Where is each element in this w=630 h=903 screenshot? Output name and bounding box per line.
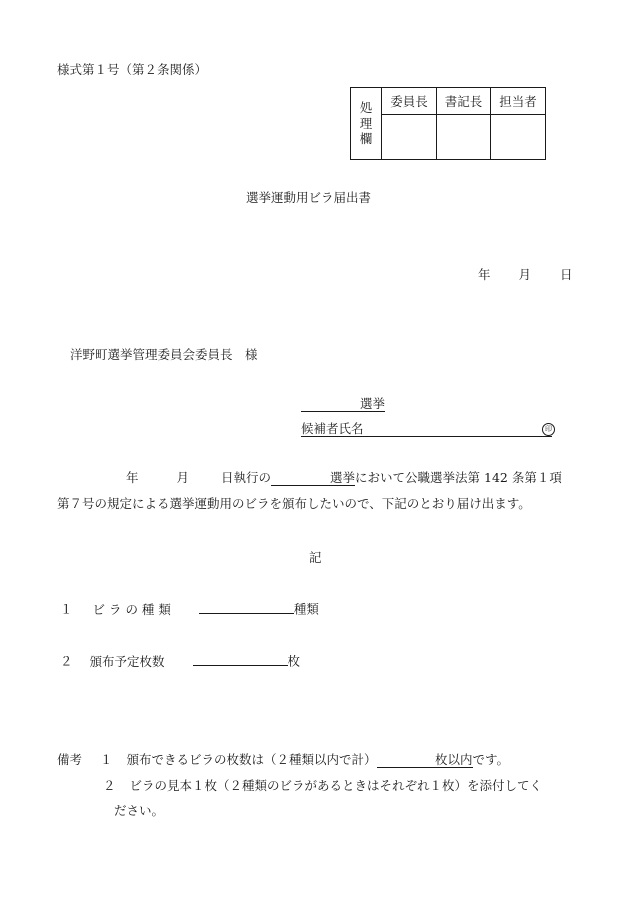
date-day-label: 日 [560, 267, 573, 282]
item-2-number: ２ [60, 653, 73, 669]
addressee: 洋野町選挙管理委員会委員長 様 [70, 347, 258, 362]
election-label: 選挙 [359, 396, 385, 411]
item-2-suffix: 枚 [287, 653, 301, 669]
approval-side-label [351, 88, 382, 160]
document-title: 選挙運動用ビラ届出書 [246, 190, 372, 205]
approval-stamp-chair[interactable] [382, 115, 437, 160]
approval-header-secretary: 書記長 [437, 88, 491, 115]
note-2-text: ビラの見本１枚（２種類のビラがあるときはそれぞれ１枚）を添付してく [129, 778, 543, 793]
body-day-exec: 日執行の [221, 470, 272, 485]
note-1-end: です。 [472, 752, 510, 767]
approval-stamp-secretary[interactable] [437, 115, 491, 160]
notes-label: 備考 [57, 752, 83, 767]
date-year-label: 年 [478, 267, 491, 282]
notes-line-3: ださい。 [114, 803, 165, 818]
form-number: 様式第１号（第２条関係） [57, 62, 208, 77]
date-month-label: 月 [518, 267, 532, 282]
body-line-1 [126, 470, 562, 486]
approval-header-staff: 担当者 [491, 88, 546, 115]
ki-label: 記 [309, 550, 322, 565]
body-election-field[interactable] [271, 470, 355, 486]
note-1-text: 頒布できるビラの枚数は（２種類以内で計） [126, 752, 377, 767]
election-line [301, 396, 385, 412]
candidate-name-field[interactable] [301, 421, 552, 437]
date-line [478, 267, 573, 282]
notes-line-1 [57, 752, 509, 768]
item-1-number: １ [60, 601, 73, 617]
item-2-label: 頒布予定枚数 [89, 653, 165, 669]
note-1-count-field[interactable] [377, 752, 473, 768]
approval-side-char-3: 欄 [359, 131, 373, 147]
body-election-label: 選挙 [330, 470, 356, 485]
approval-side-char-2: 理 [359, 115, 373, 131]
body-year: 年 [126, 470, 139, 485]
item-1-suffix: 種類 [293, 601, 319, 617]
note-2-number: ２ [103, 778, 116, 793]
notes-line-2 [103, 778, 542, 793]
body-month: 月 [176, 470, 190, 485]
body-rest-1: において公職選挙法第 142 条第１項 [355, 470, 562, 485]
item-1-label: ビ ラ の 種 類 [92, 601, 171, 617]
item-flyer-types [60, 600, 319, 617]
item-1-field[interactable] [199, 600, 294, 614]
note-1-tail: 枚以内 [435, 752, 473, 767]
approval-header-chair: 委員長 [382, 88, 437, 115]
candidate-label: 候補者氏名 [301, 421, 364, 436]
seal-mark: 印 [542, 423, 555, 436]
item-planned-count [60, 652, 300, 669]
approval-side-char-1: 処 [359, 100, 373, 116]
approval-stamp-staff[interactable] [491, 115, 546, 160]
note-1-number: １ [100, 752, 113, 767]
approval-table [350, 87, 546, 160]
body-line-2: 第７号の規定による選挙運動用のビラを頒布したいので、下記のとおり届け出ます。 [57, 496, 531, 511]
election-field[interactable] [301, 396, 385, 412]
item-2-field[interactable] [193, 652, 288, 666]
candidate-line [301, 421, 552, 437]
